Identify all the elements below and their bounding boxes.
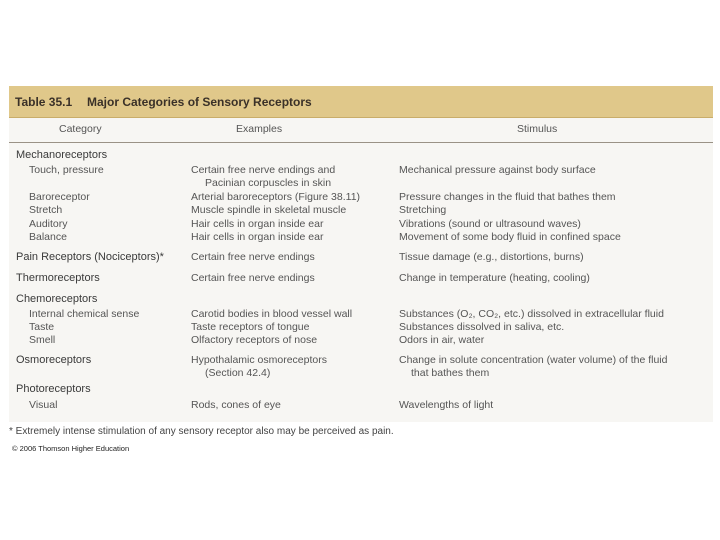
stimulus-thermo: Change in temperature (heating, cooling) bbox=[399, 272, 590, 284]
stimulus-taste: Substances dissolved in saliva, etc. bbox=[399, 321, 565, 333]
category-pain-receptors: Pain Receptors (Nociceptors)* bbox=[16, 251, 164, 263]
example-balance: Hair cells in organ inside ear bbox=[191, 231, 324, 243]
subtype-touch: Touch, pressure bbox=[29, 164, 104, 176]
stimulus-balance: Movement of some body fluid in confined space bbox=[399, 231, 621, 243]
stimulus-osmo-1: Change in solute concentration (water volume) of the fluid bbox=[399, 354, 668, 366]
example-internal-chemical: Carotid bodies in blood vessel wall bbox=[191, 308, 353, 320]
subtype-balance: Balance bbox=[29, 231, 67, 243]
category-thermoreceptors: Thermoreceptors bbox=[16, 272, 100, 284]
table-footnote: * Extremely intense stimulation of any sensory receptor also may be perceived as pain. bbox=[9, 426, 394, 437]
stimulus-auditory: Vibrations (sound or ultrasound waves) bbox=[399, 218, 581, 230]
example-visual: Rods, cones of eye bbox=[191, 399, 281, 411]
example-taste: Taste receptors of tongue bbox=[191, 321, 310, 333]
category-photoreceptors: Photoreceptors bbox=[16, 383, 91, 395]
subtype-visual: Visual bbox=[29, 399, 58, 411]
example-smell: Olfactory receptors of nose bbox=[191, 334, 318, 346]
header-category: Category bbox=[59, 123, 102, 135]
stimulus-touch: Mechanical pressure against body surface bbox=[399, 164, 596, 176]
stimulus-visual: Wavelengths of light bbox=[399, 399, 494, 411]
table-number: Table 35.1 bbox=[15, 95, 73, 109]
stimulus-osmo-2: that bathes them bbox=[411, 367, 490, 379]
example-osmo-2: (Section 42.4) bbox=[205, 367, 271, 379]
stimulus-internal-chemical: Substances (O₂, CO₂, etc.) dissolved in extracellular fluid bbox=[399, 308, 664, 320]
table-title-bar bbox=[9, 86, 713, 118]
example-osmo-1: Hypothalamic osmoreceptors bbox=[191, 354, 327, 366]
example-baroreceptor: Arterial baroreceptors (Figure 38.11) bbox=[191, 191, 361, 203]
example-stretch: Muscle spindle in skeletal muscle bbox=[191, 204, 347, 216]
subtype-internal-chemical: Internal chemical sense bbox=[29, 308, 140, 320]
example-thermo: Certain free nerve endings bbox=[191, 272, 315, 284]
example-touch-2: Pacinian corpuscles in skin bbox=[205, 177, 332, 189]
stimulus-stretch: Stretching bbox=[399, 204, 447, 216]
receptor-table bbox=[9, 86, 713, 422]
table-header-row bbox=[9, 118, 713, 143]
stimulus-baroreceptor: Pressure changes in the fluid that bathes them bbox=[399, 191, 616, 203]
example-pain: Certain free nerve endings bbox=[191, 251, 315, 263]
category-mechanoreceptors: Mechanoreceptors bbox=[16, 149, 108, 161]
category-chemoreceptors: Chemoreceptors bbox=[16, 293, 98, 305]
copyright-notice: © 2006 Thomson Higher Education bbox=[12, 444, 130, 453]
header-stimulus: Stimulus bbox=[517, 123, 558, 135]
example-auditory: Hair cells in organ inside ear bbox=[191, 218, 324, 230]
header-examples: Examples bbox=[236, 123, 283, 135]
subtype-smell: Smell bbox=[29, 334, 56, 346]
example-touch-1: Certain free nerve endings and bbox=[191, 164, 336, 176]
stimulus-pain: Tissue damage (e.g., distortions, burns) bbox=[399, 251, 584, 263]
subtype-auditory: Auditory bbox=[29, 218, 68, 230]
subtype-baroreceptor: Baroreceptor bbox=[29, 191, 90, 203]
subtype-taste: Taste bbox=[29, 321, 55, 333]
category-osmoreceptors: Osmoreceptors bbox=[16, 354, 92, 366]
stimulus-smell: Odors in air, water bbox=[399, 334, 485, 346]
subtype-stretch: Stretch bbox=[29, 204, 63, 216]
table-title: Major Categories of Sensory Receptors bbox=[87, 95, 312, 109]
